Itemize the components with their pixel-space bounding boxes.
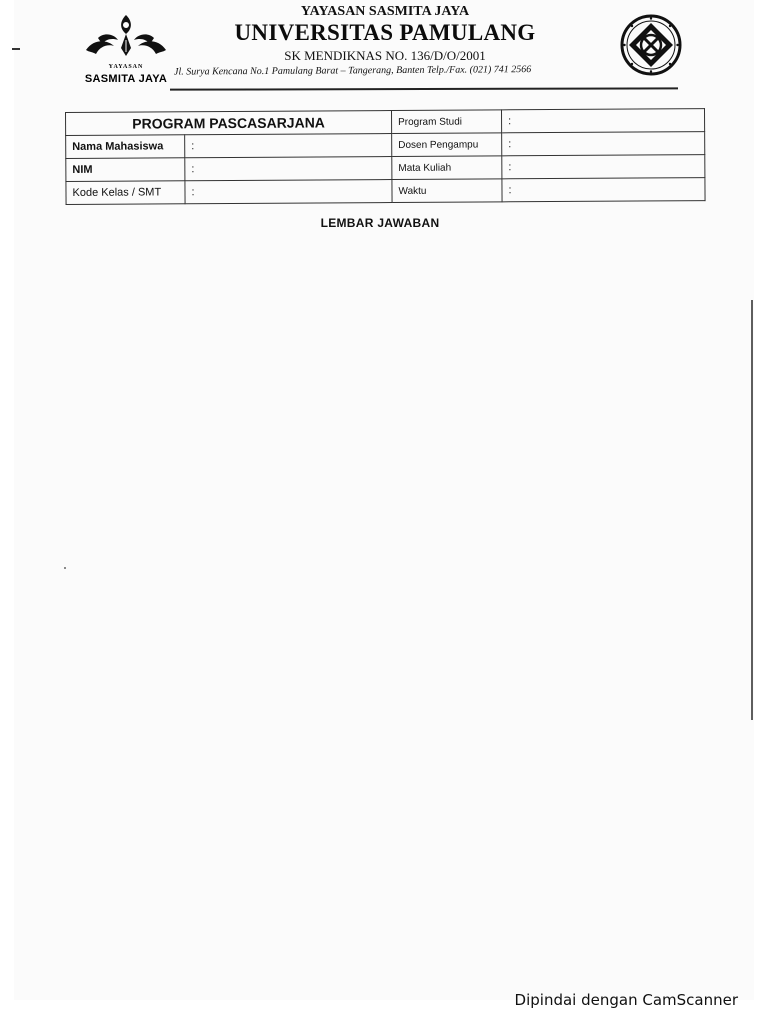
scan-speck — [64, 567, 66, 569]
mata-kuliah-field[interactable]: : — [502, 155, 705, 179]
foundation-emblem-icon — [84, 12, 168, 62]
university-name: UNIVERSITAS PAMULANG — [234, 20, 536, 45]
nim-label: NIM — [66, 158, 185, 182]
dosen-pengampu-label: Dosen Pengampu — [392, 133, 502, 157]
foundation-name: YAYASAN SASMITA JAYA — [300, 4, 470, 19]
program-studi-label: Program Studi — [391, 110, 501, 134]
program-studi-field[interactable]: : — [501, 109, 704, 133]
address-line: Jl. Surya Kencana No.1 Pamulang Barat – Tangerang, Banten Telp./Fax. (021) 741 2566 — [173, 64, 532, 78]
decree-number: SK MENDIKNAS NO. 136/D/O/2001 — [284, 48, 486, 63]
logo-small-text: YAYASAN — [108, 64, 144, 70]
logo-name: SASMITA JAYA — [84, 73, 168, 85]
mata-kuliah-label: Mata Kuliah — [392, 156, 502, 180]
nim-field[interactable]: : — [185, 157, 392, 181]
university-seal-icon — [620, 14, 682, 76]
university-seal — [620, 14, 682, 76]
kode-kelas-field[interactable]: : — [185, 180, 392, 204]
waktu-field[interactable]: : — [502, 178, 705, 202]
dosen-pengampu-field[interactable]: : — [502, 132, 705, 156]
scanner-watermark: Dipindai dengan CamScanner — [514, 991, 738, 1009]
answer-sheet-title: LEMBAR JAWABAN — [320, 216, 440, 230]
table-row — [66, 178, 705, 205]
nama-mahasiswa-field[interactable]: : — [185, 134, 392, 158]
paper-edge-shadow — [751, 300, 753, 720]
scan-mark — [12, 48, 20, 50]
program-title: PROGRAM PASCASARJANA — [66, 111, 392, 136]
kode-kelas-label: Kode Kelas / SMT — [66, 181, 185, 205]
foundation-logo — [80, 12, 172, 92]
student-info-table — [65, 108, 706, 205]
waktu-label: Waktu — [392, 179, 502, 203]
nama-mahasiswa-label: Nama Mahasiswa — [66, 135, 185, 159]
